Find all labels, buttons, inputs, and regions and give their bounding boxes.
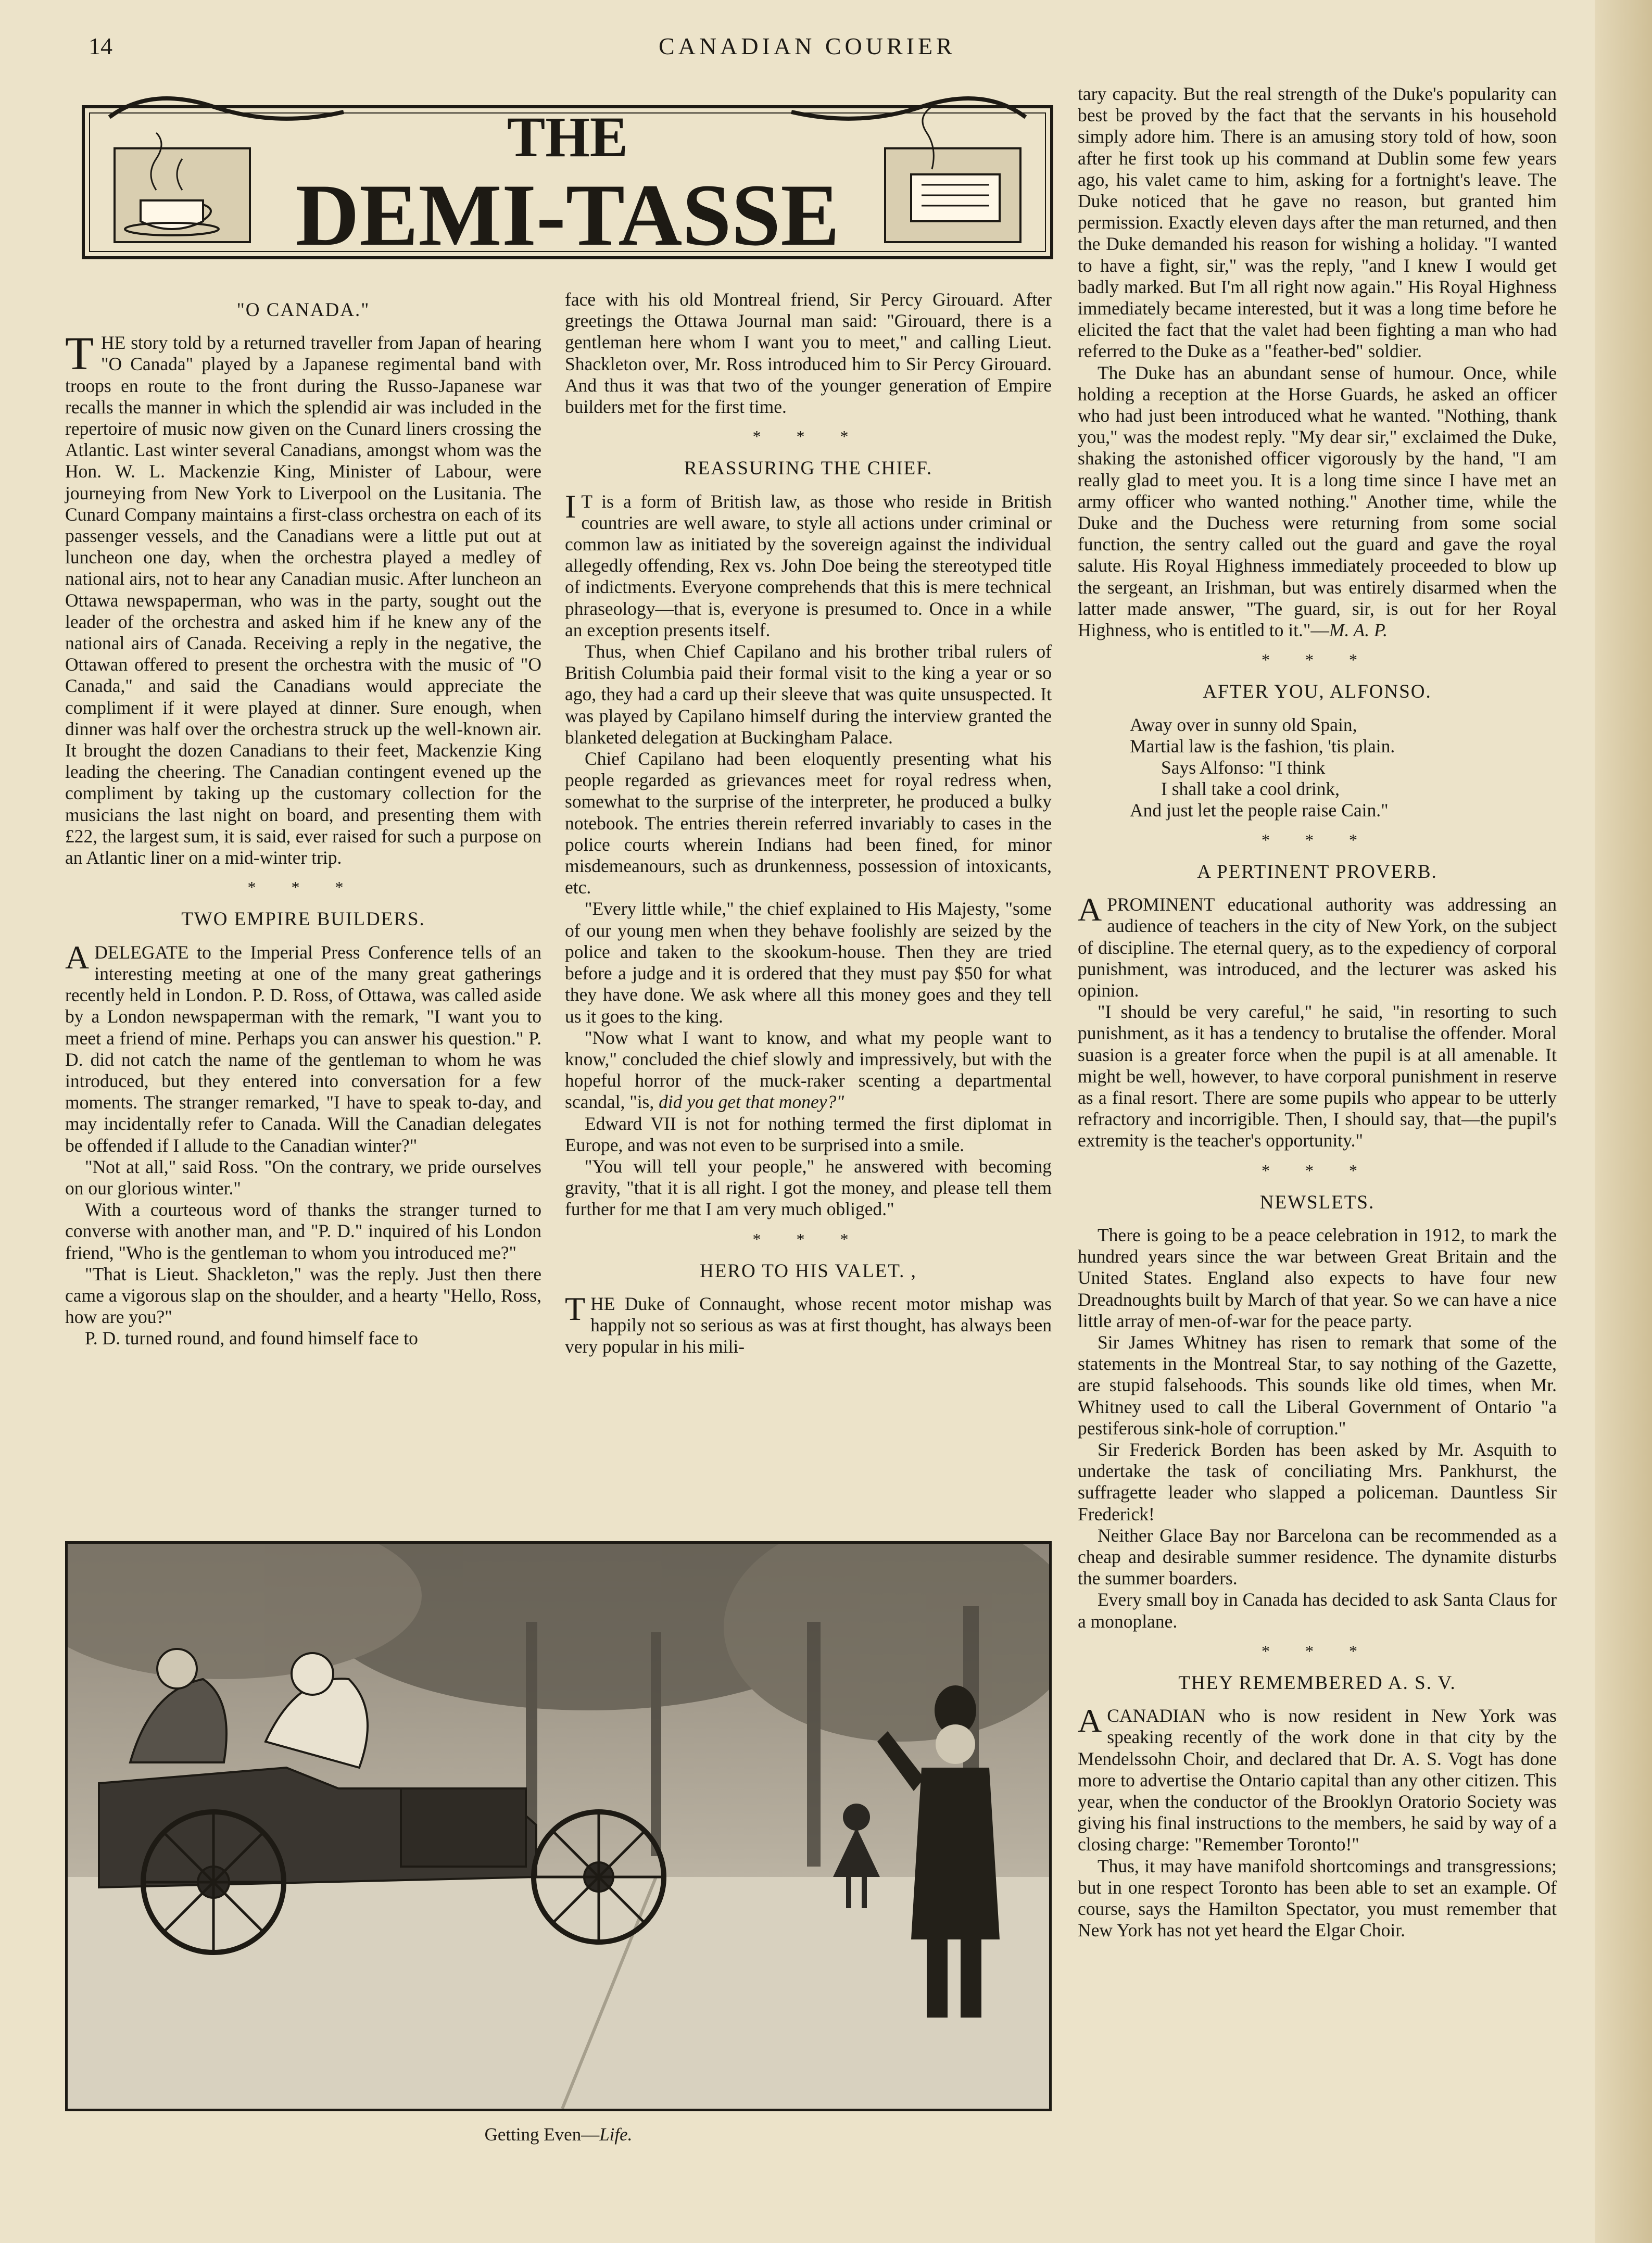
column-1 — [65, 289, 541, 1350]
dropcap: A — [1078, 1702, 1102, 1740]
heading-newslets: NEWSLETS. — [1259, 1191, 1375, 1213]
newslets-paragraph-3: Sir Frederick Borden has been asked by Mr. Asquith to undertake the task of conciliating Mrs. Pankhurst, the suffragette leader who slapped a policeman. Dauntless Sir Frederick! — [1078, 1439, 1557, 1524]
heading-after-you-alfonso: AFTER YOU, ALFONSO. — [1203, 681, 1432, 703]
asv-paragraph-2: Thus, it may have manifold shortcomings and transgressions; but in one respect Toronto has been able to set an example. Of course, says the Hamilton Spectator, you must remember that New York has not yet heard the Elgar Choir. — [1078, 1855, 1557, 1941]
builders-paragraph-4: "That is Lieut. Shackleton," was the reply. Just then there came a vigorous slap on the shoulder, and a hearty "Hello, Ross, how are you?" — [65, 1263, 541, 1328]
builders-paragraph-1: ADELEGATE to the Imperial Press Conference tells of an interesting meeting at one of the many great gatherings recently held in London. P. D. Ross, of Ottawa, was called aside by a London newspaperman with the remark, "I want you to meet a friend of mine. Perhaps you can answer his question." P. D. did not catch the name of the gentleman to whom he was introduced, but they entered into conversation for a few moments. The stranger remarked, "I have to speak to-day, and may incidentally refer to Canada. Will the Canadian delegates be offended if I allude to the Canadian winter?" — [65, 938, 541, 1156]
heading-o-canada: "O CANADA." — [236, 299, 370, 321]
proverb-paragraph-2: "I should be very careful," he said, "in resorting to such punishment, as it has a tendency to brutalise the offender. Moral suasion is a greater force when the pupil is at all amenable. It might be well, however, to have corporal punishment in reserve as a final resort. There are some pupils who appear to be utterly refractory and incorrigible. Then, I should say, that—the pupil's extremity is the teacher's opportunity." — [1078, 1001, 1557, 1151]
page-number: 14 — [89, 33, 112, 59]
dropcap: I — [565, 487, 576, 525]
masthead-banner — [78, 86, 1057, 268]
reassuring-paragraph-6: Edward VII is not for nothing termed the first diplomat in Europe, and was not even to be surprised into a smile. — [565, 1113, 1052, 1155]
column-2 — [565, 289, 1052, 1358]
heading-reassuring-the-chief: REASSURING THE CHIEF. — [684, 458, 933, 480]
section-divider: * * * — [247, 878, 359, 897]
heading-a-pertinent-proverb: A PERTINENT PROVERB. — [1197, 861, 1437, 883]
section-divider: * * * — [1262, 1161, 1373, 1180]
cartoon-illustration — [65, 1541, 1052, 2111]
reassuring-paragraph-3: Chief Capilano had been eloquently presenting what his people regarded as grievances meet for royal redress when, somewhat to the surprise of the interpreter, he produced a bulky notebook. The entries therein referred invariably to cases in the police courts wherein Indians had been fined, for minor misdemeanours, such as drunkenness, possession of intoxicants, etc. — [565, 748, 1052, 898]
illustration-caption: Getting Even—Life. — [484, 2124, 633, 2145]
reassuring-paragraph-7: "You will tell your people," he answered with becoming gravity, "that it is all right. I got the money, and please tell them further for me that I am very much obliged." — [565, 1155, 1052, 1220]
section-divider: * * * — [752, 1229, 864, 1249]
heading-hero-to-his-valet: HERO TO HIS VALET. , — [700, 1260, 917, 1282]
dropcap: T — [565, 1290, 586, 1327]
section-divider: * * * — [1262, 830, 1373, 849]
journal-title: CANADIAN COURIER — [659, 33, 956, 59]
hero-paragraph-2: The Duke has an abundant sense of humour. Once, while holding a reception at the Horse Guards, he asked an officer who had just been introduced what he wanted. "Nothing, thank you," was the modest reply. "My dear sir," exclaimed the Duke, shaking the astonished officer vigorously by the hand, "I am really glad to meet you. It is a long time since I have met an army officer who wanted nothing." Another time, while the Duke and the Duchess were returning from some social function, the sentry called out the guard and gave the royal salute. His Royal Highness immediately proceeded to blow up the sergeant, an Irishman, but was entirely disarmed when the latter made answer, "The guard, sir, is out for her Royal Highness, who is entitled to it."—M. A. P. — [1078, 362, 1557, 641]
reassuring-paragraph-4: "Every little while," the chief explained to His Majesty, "some of our young men when they behave foolishly are seized by the police and taken to the skookum-house. Then they are tried before a judge and it is ordered that they must pay $50 for what they have done. We ask where all this money goes and they tell us it goes to the king. — [565, 898, 1052, 1027]
o-canada-paragraph: THE story told by a returned traveller from Japan of hearing "O Canada" played by a Japanese regimental band with troops en route to the front during the Russo-Japanese war recalls the manner in which the splendid air was included in the repertoire of music now given on the Cunard liners crossing the Atlantic. Last winter several Canadians, amongst whom was the Hon. W. L. Mackenzie King, Minister of Labour, were journeying from New York to Liverpool on the Lusitania. The Cunard Company maintains a first-class orchestra on each of its passenger vessels, and the Canadians were a little put out at luncheon one day, when the orchestra played a medley of national airs, not to hear any Canadian music. After luncheon an Ottawa newspaperman, who was in the party, sought out the leader of the orchestra and asked him if he knew any of the national airs of Canada. Receiving a reply in the negative, the Ottawan offered to present the orchestra with the music of "O Canada," and said the Canadians would appreciate the compliment if it were played at dinner. Sure enough, when dinner was half over the orchestra struck up the well-known air. It brought the dozen Canadians to their feet, Mackenzie King leading the cheering. The Canadian contingent evened up the compliment by taking up the customary collection for the musicians the last night on board, and presenting them with £22, the largest sum, it is said, ever raised for such a purpose on an Atlantic liner on a mid-winter trip. — [65, 328, 541, 868]
page-edge — [1595, 0, 1652, 2243]
heading-two-empire-builders: TWO EMPIRE BUILDERS. — [181, 909, 425, 930]
reassuring-paragraph-2: Thus, when Chief Capilano and his brother tribal rulers of British Columbia paid their formal visit to the king a year or so ago, they had a card up their sleeve that was quite unsuspected. It was played by Capilano himself during the interview granted the blanketed delegation at Buckingham Palace. — [565, 641, 1052, 748]
masthead-demi-tasse: DEMI-TASSE — [295, 166, 840, 264]
section-divider: * * * — [752, 427, 864, 446]
heading-they-remembered-asv: THEY REMEMBERED A. S. V. — [1178, 1672, 1456, 1694]
asv-paragraph-1: ACANADIAN who is now resident in New York was speaking recently of the work done in that city by the Mendelssohn Choir, and declared that Dr. A. S. Vogt has done more to advertise the Ontario capital than any other citizen. This year, when the conductor of the Brooklyn Oratorio Society was giving his final instructions to the members, he said by way of a closing charge: "Remember Toronto!" — [1078, 1702, 1557, 1855]
newslets-paragraph-1: There is going to be a peace celebration in 1912, to mark the hundred years since the war between Great Britain and the United States. England also expects to have four new Dreadnoughts built by March of that year. So we can have a nice little array of men-of-war for the peace party. — [1078, 1224, 1557, 1331]
dropcap: A — [65, 938, 90, 976]
section-divider: * * * — [1262, 1641, 1373, 1660]
newslets-paragraph-4: Neither Glace Bay nor Barcelona can be recommended as a cheap and desirable summer residence. The dynamite disturbs the summer boarders. — [1078, 1524, 1557, 1589]
coffee-cups-icon — [115, 133, 250, 242]
cigar-box-icon — [885, 107, 1020, 242]
reassuring-paragraph-5: "Now what I want to know, and what my people want to know," concluded the chief slowly and impressively, but with the hopeful horror of the muck-raker scenting a departmental scandal, "is, did you get that money?" — [565, 1027, 1052, 1113]
running-head — [0, 32, 1593, 64]
builders-continuation: face with his old Montreal friend, Sir Percy Girouard. After greetings the Ottawa Journal man said: "Girouard, there is a gentleman here whom I want you to meet," and calling Lieut. Shackleton over, Mr. Ross introduced him to Sir Percy Girouard. And thus it was that two of the younger generation of Empire builders met for the first time. — [565, 289, 1052, 418]
reassuring-paragraph-1: I T is a form of British law, as those who reside in British countries are well aware, to style all actions under criminal or common law as initiated by the sovereign against the individual allegedly offending, Rex vs. John Doe being the stereotyped title of indictments. Everyone comprehends that this is mere technical phraseology—that is, everyone is presumed to. Once in a while an exception presents itself. — [565, 487, 1052, 640]
builders-paragraph-5: P. D. turned round, and found himself face to — [85, 1328, 418, 1349]
newslets-paragraph-2: Sir James Whitney has risen to remark that some of the statements in the Montreal Star, to say nothing of the Gazette, are stupid falsehoods. This sounds like old times, when Mr. Whitney used to call the Liberal Government of Ontario "a pestiferous sink-hole of corruption." — [1078, 1331, 1557, 1439]
hero-continuation: tary capacity. But the real strength of the Duke's popularity can best be proved by the fact that the servants in his household simply adore him. There is an amusing story told of how, soon after he first took up his command at Dublin some few years ago, his valet came to him, asking for a fortnight's leave. The Duke noticed that he gave no reason, but granted him permission. Exactly eleven days after the man returned, and then the Duke demanded his reason for wishing a holiday. "I wanted to have a fight, sir," was the reply, "and I knew I would get badly marked. But I'm all right now again." His Royal Highness immediately became interested, but it was a long time before he elicited the fact that the valet had been fighting a man who had referred to the Duke as a "feather-bed" soldier. — [1078, 83, 1557, 362]
alfonso-verse: Away over in sunny old Spain, Martial law is the fashion, 'tis plain. Says Alfonso: "I think I shall take a cool drink, And just let the people raise Cain." — [1130, 714, 1395, 821]
column-3 — [1078, 83, 1557, 1941]
section-divider: * * * — [1262, 650, 1373, 670]
dropcap: A — [1078, 891, 1102, 928]
builders-paragraph-3: With a courteous word of thanks the stranger turned to converse with another man, and "P. D." inquired of his London friend, "Who is the gentleman to whom you introduced me?" — [65, 1199, 541, 1263]
dropcap: T — [65, 328, 94, 380]
proverb-paragraph-1: APROMINENT educational authority was addressing an audience of teachers in the city of New York, on the subject of discipline. The eternal query, as to the expediency of corporal punishment, was introduced, and the lecturer was asked his opinion. — [1078, 891, 1557, 1001]
masthead-the: THE — [507, 105, 628, 169]
hero-paragraph-1: THE Duke of Connaught, whose recent motor mishap was happily not so serious as was at first thought, has always been very popular in his mili- — [565, 1290, 1052, 1357]
newslets-paragraph-5: Every small boy in Canada has decided to ask Santa Claus for a monoplane. — [1078, 1589, 1557, 1632]
builders-paragraph-2: "Not at all," said Ross. "On the contrary, we pride ourselves on our glorious winter." — [65, 1156, 541, 1199]
